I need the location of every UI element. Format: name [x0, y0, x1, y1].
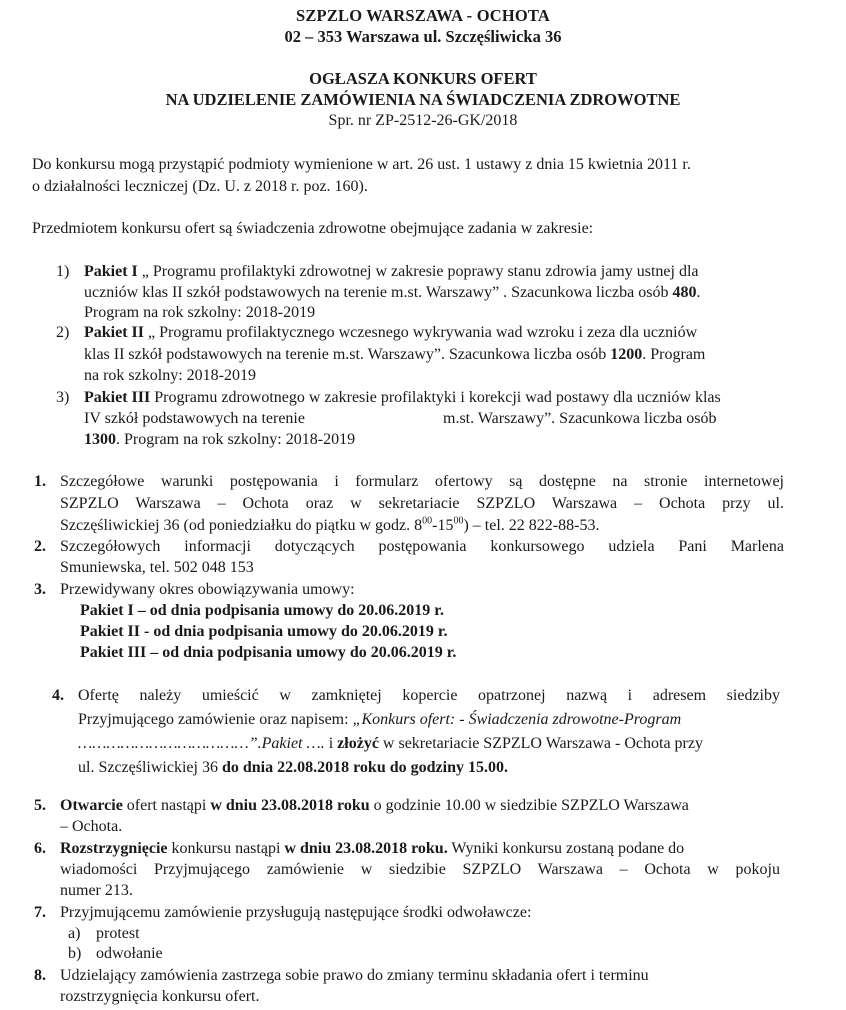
- intro-line-2: o działalności leczniczej (Dz. U. z 2018 r. poz. 160).: [32, 178, 368, 195]
- remedy-b-number: b): [68, 945, 82, 962]
- package-2-line-3: na rok szkolny: 2018-2019: [84, 367, 256, 384]
- remedy-a-number: a): [68, 925, 81, 942]
- package-3-line-3: 1300. Program na rok szkolny: 2018-2019: [84, 431, 356, 448]
- item-2-line-2: Smuniewska, tel. 502 048 153: [60, 559, 254, 576]
- org-name: SZPZLO WARSZAWA - OCHOTA: [295, 6, 551, 25]
- item-number: 3.: [34, 581, 46, 598]
- item-4-line-4: ul. Szczęśliwickiej 36 do dnia 22.08.2018 roku do godziny 15.00.: [78, 759, 508, 776]
- package-3-line-2b: m.st. Warszawy”. Szacunkowa liczba osób: [443, 410, 717, 427]
- contract-period-package-3: Pakiet III – od dnia podpisania umowy do 20.06.2019 r.: [80, 644, 457, 661]
- item-number: 7.: [34, 904, 46, 921]
- item-number: 1.: [34, 473, 46, 490]
- package-1-line-2: uczniów klas II szkół podstawowych na terenie m.st. Warszawy” . Szacunkowa liczba osób 480.: [84, 284, 701, 301]
- item-2-line-1: Szczegółowych informacji dotyczących postępowania konkursowego udziela Pani Marlena: [60, 538, 784, 555]
- package-label: Pakiet I: [84, 263, 138, 280]
- item-6-line-2: wiadomości Przyjmującego zamówienie w siedzibie SZPZLO Warszawa – Ochota w pokoju: [60, 861, 780, 878]
- item-1-line-2: SZPZLO Warszawa – Ochota oraz w sekretariacie SZPZLO Warszawa – Ochota przy ul.: [60, 495, 784, 512]
- item-1-line-3: Szczęśliwickiej 36 (od poniedziałku do piątku w godz. $8^{00}-15^{00}$) – tel. 22 822-88-53.: [60, 515, 600, 534]
- contract-period-package-2: Pakiet II - od dnia podpisania umowy do 20.06.2019 r.: [80, 623, 448, 640]
- item-number: 5.: [34, 797, 46, 814]
- intro-line-1: Do konkursu mogą przystąpić podmioty wymienione w art. 26 ust. 1 ustawy z dnia 15 kwietnia 2011 r.: [32, 156, 691, 173]
- item-5-line-2: – Ochota.: [60, 818, 123, 835]
- package-2-line-2: klas II szkół podstawowych na terenie m.st. Warszawy”. Szacunkowa liczba osób 1200. Program: [84, 346, 706, 363]
- package-1-line-3: Program na rok szkolny: 2018-2019: [84, 304, 316, 321]
- item-number: 8.: [34, 967, 46, 984]
- item-7-line-1: Przyjmującemu zamówienie przysługują następujące środki odwoławcze:: [60, 904, 532, 921]
- item-number: 6.: [34, 840, 46, 857]
- package-label: Pakiet III: [84, 389, 151, 406]
- announcement-title: OGŁASZA KONKURS OFERT: [309, 69, 537, 88]
- item-6-line-1: Rozstrzygnięcie konkursu nastąpi w dniu 23.08.2018 roku. Wyniki konkursu zostaną podane do: [60, 840, 685, 857]
- item-5-line-1: Otwarcie ofert nastąpi w dniu 23.08.2018 roku o godzinie 10.00 w siedzibie SZPZLO Warszawa: [60, 797, 689, 814]
- item-1-line-1: Szczegółowe warunki postępowania i formularz ofertowy są dostępne na stronie internetowej: [60, 473, 784, 490]
- item-6-line-3: numer 213.: [60, 882, 133, 899]
- package-number: 1): [56, 263, 70, 280]
- item-8-line-1: Udzielający zamówienia zastrzega sobie prawo do zmiany terminu składania ofert i terminu: [60, 967, 649, 984]
- remedy-a: protest: [96, 925, 140, 942]
- item-number: 4.: [52, 687, 64, 704]
- package-number: 3): [56, 389, 70, 406]
- package-label: Pakiet II: [84, 324, 144, 341]
- package-1-line-1: Pakiet I „ Programu profilaktyki zdrowotnej w zakresie poprawy stanu zdrowia jamy ustnej dla: [84, 263, 699, 280]
- item-4-line-1: Ofertę należy umieścić w zamkniętej kopercie opatrzonej nazwą i adresem siedziby: [78, 687, 780, 704]
- remedy-b: odwołanie: [96, 945, 163, 962]
- item-number: 2.: [34, 538, 46, 555]
- subject-line: Przedmiotem konkursu ofert są świadczenia zdrowotne obejmujące zadania w zakresie:: [32, 220, 594, 237]
- package-2-line-1: Pakiet II „ Programu profilaktycznego wczesnego wykrywania wad wzroku i zeza dla uczniów: [84, 324, 698, 341]
- org-address: 02 – 353 Warszawa ul. Szczęśliwicka 36: [284, 27, 562, 46]
- announcement-subtitle: NA UDZIELENIE ZAMÓWIENIA NA ŚWIADCZENIA ZDROWOTNE: [165, 90, 681, 109]
- package-3-line-1: Pakiet III Programu zdrowotnego w zakresie profilaktyki i korekcji wad postawy dla uczniów klas: [84, 389, 721, 406]
- package-3-line-2a: IV szkół podstawowych na terenie: [84, 410, 305, 427]
- item-3-line-1: Przewidywany okres obowiązywania umowy:: [60, 581, 355, 598]
- item-8-line-2: rozstrzygnięcia konkursu ofert.: [60, 988, 260, 1005]
- reference-number: Spr. nr ZP-2512-26-GK/2018: [328, 112, 518, 129]
- contract-period-package-1: Pakiet I – od dnia podpisania umowy do 20.06.2019 r.: [80, 602, 444, 619]
- item-4-line-3: ………………………………”.Pakiet …. i złożyć w sekretariacie SZPZLO Warszawa - Ochota przy: [78, 735, 703, 752]
- item-4-line-2: Przyjmującego zamówienie oraz napisem: „Konkurs ofert: - Świadczenia zdrowotne-Program: [78, 711, 682, 728]
- package-number: 2): [56, 324, 70, 341]
